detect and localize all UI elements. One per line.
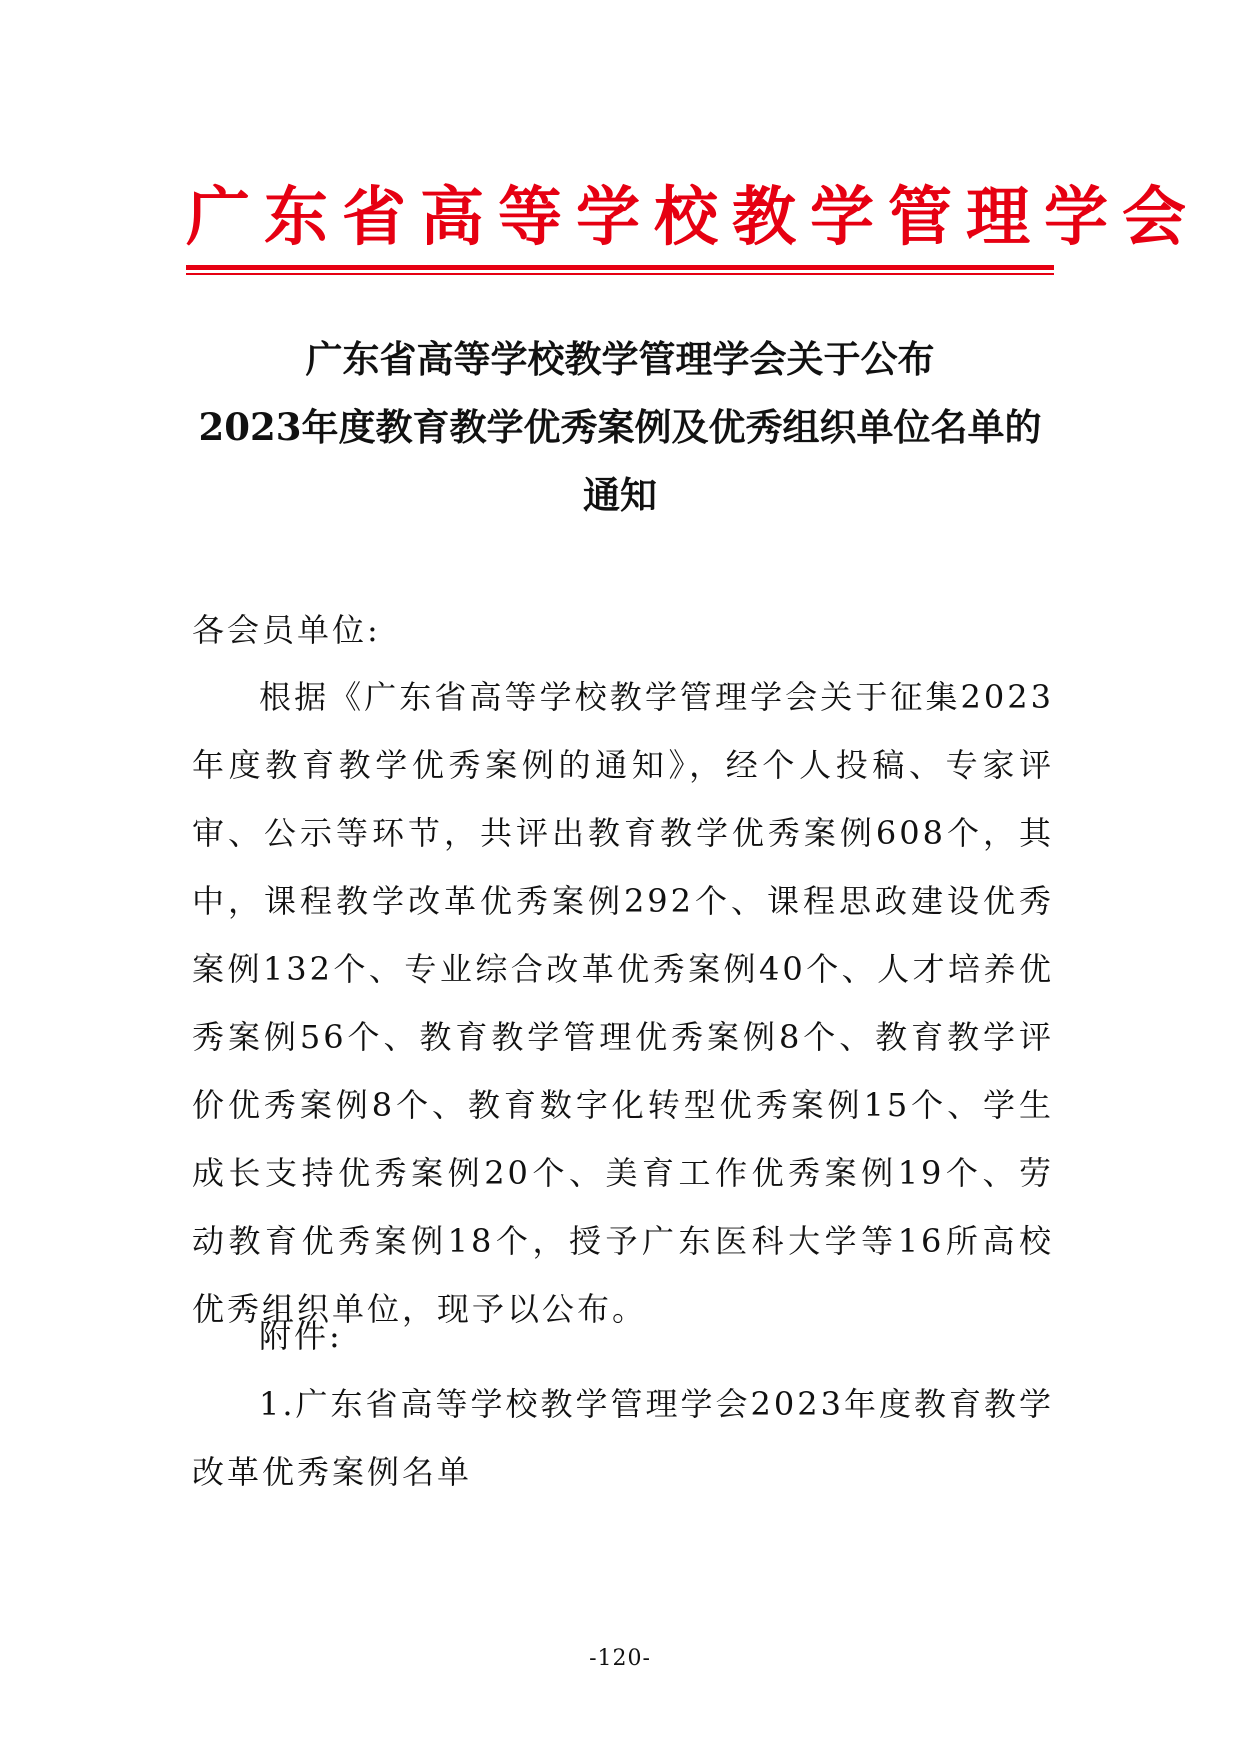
letterhead-rule-thin (186, 273, 1054, 275)
document-title-line-3: 通知 (583, 473, 657, 517)
letterhead-title: 广东省高等学校教学管理学会 (186, 181, 1200, 255)
page-number: -120- (589, 1646, 651, 1671)
body-paragraph: 根据《广东省高等学校教学管理学会关于征集2023年度教育教学优秀案例的通知》，经个人投稿、专家评审、公示等环节，共评出教育教学优秀案例608个，其中，课程教学改革优秀案例292个、课程思政建设优秀案例132个、专业综合改革优秀案例40个、人才培养优秀案例56个、教育教学管理优秀案例8个、教育教学评价优秀案例8个、教育数字化转型优秀案例15个、学生成长支持优秀案例20个、美育工作优秀案例19个、劳动教育优秀案例18个，授予广东医科大学等16所高校优秀组织单位，现予以公布。 (192, 678, 1054, 1328)
salutation: 各会员单位: (192, 611, 381, 649)
letterhead-rule-thick (186, 265, 1054, 270)
attachment-item: 1.广东省高等学校教学管理学会2023年度教育教学改革优秀案例名单 (192, 1385, 1054, 1491)
document-title-line-1: 广东省高等学校教学管理学会关于公布 (305, 337, 935, 381)
document-title-line-2: 2023年度教育教学优秀案例及优秀组织单位名单的 (198, 405, 1042, 449)
document-title (186, 325, 1054, 529)
attachment-label: 附件: (259, 1317, 343, 1355)
